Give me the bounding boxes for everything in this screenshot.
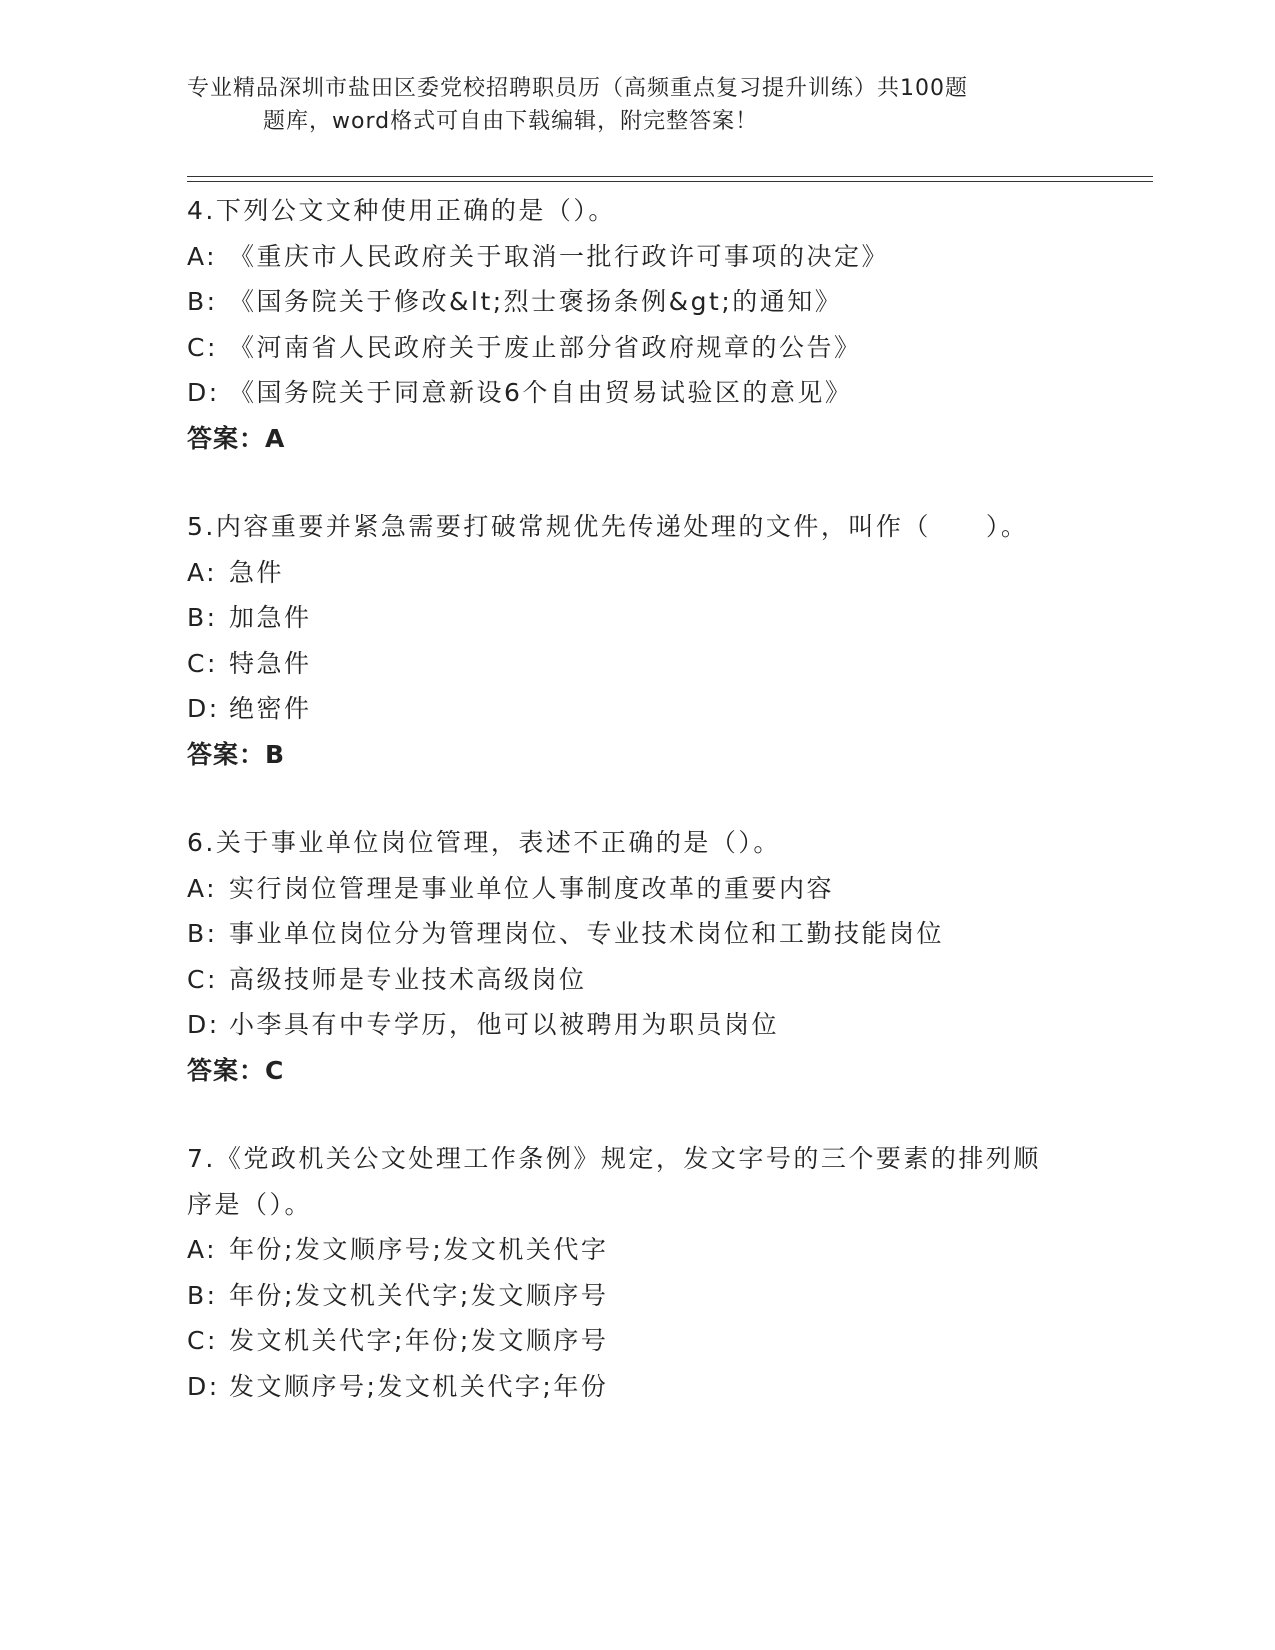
option-label: D: [187, 694, 220, 723]
option-d [187, 686, 1087, 732]
option-a [187, 1227, 1087, 1273]
option-text: 实行岗位管理是事业单位人事制度改革的重要内容 [229, 873, 835, 903]
option-label: A: [187, 241, 218, 271]
option-d [187, 370, 1087, 416]
option-text: 《国务院关于同意新设6个自由贸易试验区的意见》 [229, 378, 853, 407]
option-label: C: [187, 1326, 218, 1355]
header-divider-bottom [187, 181, 1153, 182]
option-c [187, 1318, 1087, 1364]
option-text: 小李具有中专学历，他可以被聘用为职员岗位 [229, 1010, 780, 1039]
option-a [187, 550, 1087, 596]
question-list [187, 188, 1087, 1409]
option-label: B: [187, 603, 218, 632]
option-label: C: [187, 648, 218, 678]
option-text: 急件 [229, 557, 285, 587]
question-stem: 7.《党政机关公文处理工作条例》规定，发文字号的三个要素的排列顺序是（）。 [187, 1144, 1041, 1219]
question-stem: 4.下列公文文种使用正确的是（）。 [187, 196, 616, 225]
option-d [187, 1364, 1087, 1410]
option-text: 高级技师是专业技术高级岗位 [229, 964, 587, 994]
option-b [187, 1273, 1087, 1319]
option-a [187, 866, 1087, 912]
question-item [187, 504, 1087, 777]
question-stem: 6.关于事业单位岗位管理，表述不正确的是（）。 [187, 828, 781, 857]
header-title-line-1: 专业精品深圳市盐田区委党校招聘职员历（高频重点复习提升训练）共100题 [187, 76, 968, 101]
option-c [187, 325, 1087, 371]
option-label: C: [187, 964, 218, 994]
document-header [187, 72, 1047, 138]
option-label: C: [187, 332, 218, 362]
header-divider-top [187, 176, 1153, 177]
option-b [187, 911, 1087, 957]
option-c [187, 957, 1087, 1003]
option-text: 发文机关代字;年份;发文顺序号 [229, 1326, 609, 1355]
option-label: B: [187, 287, 218, 316]
option-text: 加急件 [229, 603, 312, 632]
option-label: D: [187, 1010, 220, 1039]
option-b [187, 279, 1087, 325]
option-text: 事业单位岗位分为管理岗位、专业技术岗位和工勤技能岗位 [229, 919, 945, 948]
answer-line: 答案：C [187, 1055, 285, 1085]
option-label: A: [187, 1235, 218, 1264]
answer-line: 答案：A [187, 423, 286, 453]
option-text: 《国务院关于修改&lt;烈士褒扬条例&gt;的通知》 [229, 287, 843, 316]
option-text: 《重庆市人民政府关于取消一批行政许可事项的决定》 [229, 241, 890, 271]
option-text: 《河南省人民政府关于废止部分省政府规章的公告》 [229, 332, 862, 362]
option-label: B: [187, 1280, 218, 1310]
option-text: 特急件 [229, 648, 312, 678]
option-c [187, 641, 1087, 687]
option-d [187, 1002, 1087, 1048]
option-label: A: [187, 557, 218, 587]
question-item [187, 820, 1087, 1093]
question-item [187, 1136, 1087, 1409]
option-label: D: [187, 1371, 220, 1401]
option-b [187, 595, 1087, 641]
option-label: A: [187, 873, 218, 903]
option-text: 年份;发文机关代字;发文顺序号 [229, 1280, 609, 1310]
header-title-line-2: 题库，word格式可自由下载编辑，附完整答案！ [263, 109, 759, 134]
question-stem: 5.内容重要并紧急需要打破常规优先传递处理的文件，叫作（ ）。 [187, 512, 1029, 541]
option-text: 年份;发文顺序号;发文机关代字 [229, 1235, 609, 1264]
option-label: D: [187, 378, 220, 407]
answer-line: 答案：B [187, 739, 286, 769]
option-text: 绝密件 [229, 694, 312, 723]
option-label: B: [187, 919, 218, 948]
option-text: 发文顺序号;发文机关代字;年份 [229, 1371, 609, 1401]
option-a [187, 234, 1087, 280]
question-item [187, 188, 1087, 461]
